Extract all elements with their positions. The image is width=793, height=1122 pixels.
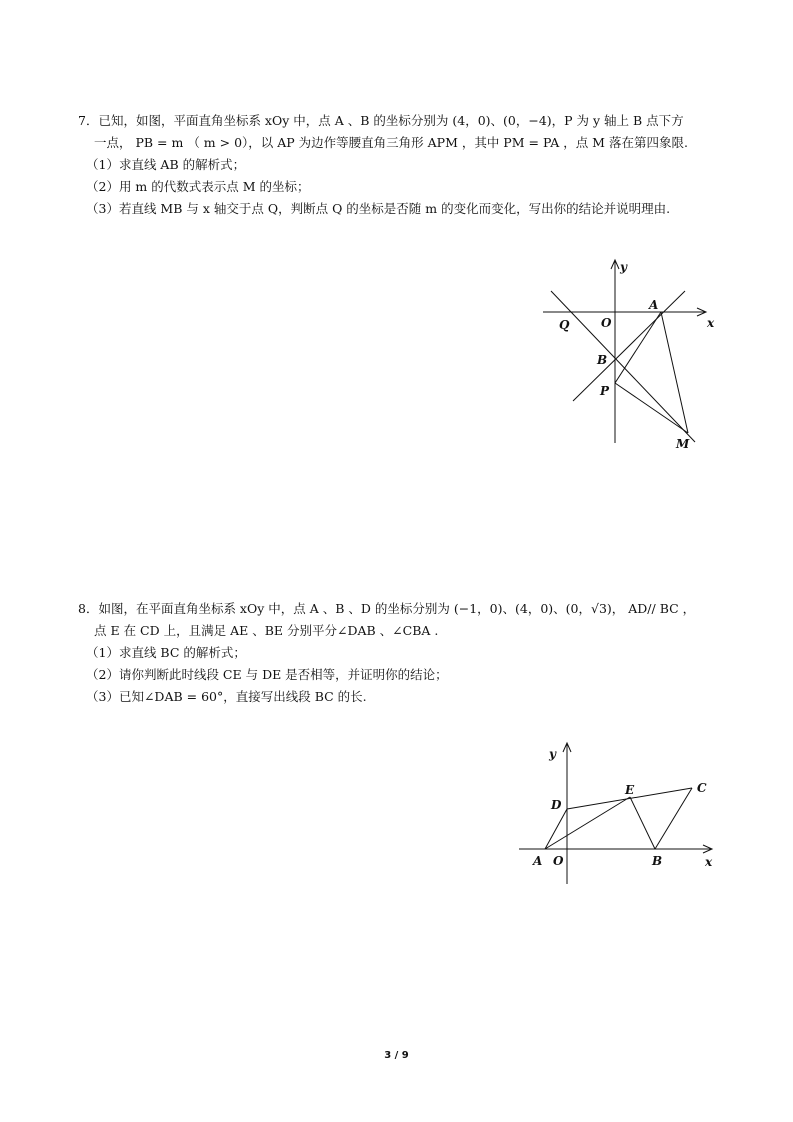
p8-label-d: D <box>551 798 562 812</box>
p8-label-c: C <box>697 781 707 795</box>
problem-8-part-2: （2）请你判断此时线段 CE 与 DE 是否相等，并证明你的结论； <box>86 667 448 682</box>
p8-label-o: O <box>553 854 564 868</box>
p7-label-b: B <box>597 353 608 367</box>
p7-label-q: Q <box>559 318 570 332</box>
problem-7 <box>78 110 738 220</box>
problem-8-line-2: 点 E 在 CD 上，且满足 AE 、BE 分别平分∠DAB 、∠CBA . <box>94 623 439 638</box>
problem-7-figure <box>535 255 720 455</box>
p8-label-e: E <box>625 783 635 797</box>
problem-8-part-3: （3）已知∠DAB = 60°，直接写出线段 BC 的长. <box>86 689 367 704</box>
p7-label-o: O <box>601 316 612 330</box>
p8-label-b: B <box>652 854 663 868</box>
p8-segment-ad <box>545 809 567 849</box>
problem-8-figure <box>515 740 725 888</box>
problem-8-line-1: 8．如图，在平面直角坐标系 xOy 中，点 A 、B 、D 的坐标分别为 (−1，0)、(4，0)、(0，√3)， AD// BC ， <box>78 601 696 616</box>
p8-label-a: A <box>533 854 543 868</box>
p7-label-y: y <box>620 260 627 274</box>
problem-7-line-2: 一点， PB = m （ m > 0），以 AP 为边作等腰直角三角形 APM ，其中 PM = PA ，点 M 落在第四象限. <box>94 135 688 150</box>
problem-7-part-2: （2）用 m 的代数式表示点 M 的坐标； <box>86 179 310 194</box>
problem-8 <box>78 598 738 708</box>
p8-label-x: x <box>705 855 713 869</box>
p7-label-x: x <box>707 316 715 330</box>
problem-7-line-1: 7．已知，如图，平面直角坐标系 xOy 中，点 A 、B 的坐标分别为 (4，0)、(0，−4)，P 为 y 轴上 B 点下方 <box>78 113 684 128</box>
p8-segment-be <box>630 797 655 849</box>
p7-segment-pm <box>615 383 688 433</box>
p7-segment-am <box>661 312 688 433</box>
page-number: 3 / 9 <box>384 1050 409 1061</box>
problem-8-part-1: （1）求直线 BC 的解析式； <box>86 645 246 660</box>
problem-7-part-3: （3）若直线 MB 与 x 轴交于点 Q，判断点 Q 的坐标是否随 m 的变化而变化，写出你的结论并说明理由. <box>86 201 671 216</box>
problem-7-part-1: （1）求直线 AB 的解析式； <box>86 157 246 172</box>
p7-label-m: M <box>676 437 690 451</box>
p7-label-p: P <box>600 384 610 398</box>
p8-label-y: y <box>549 747 556 761</box>
p7-label-a: A <box>649 298 659 312</box>
p8-segment-bc <box>655 788 692 849</box>
p7-segment-ap <box>615 312 661 383</box>
